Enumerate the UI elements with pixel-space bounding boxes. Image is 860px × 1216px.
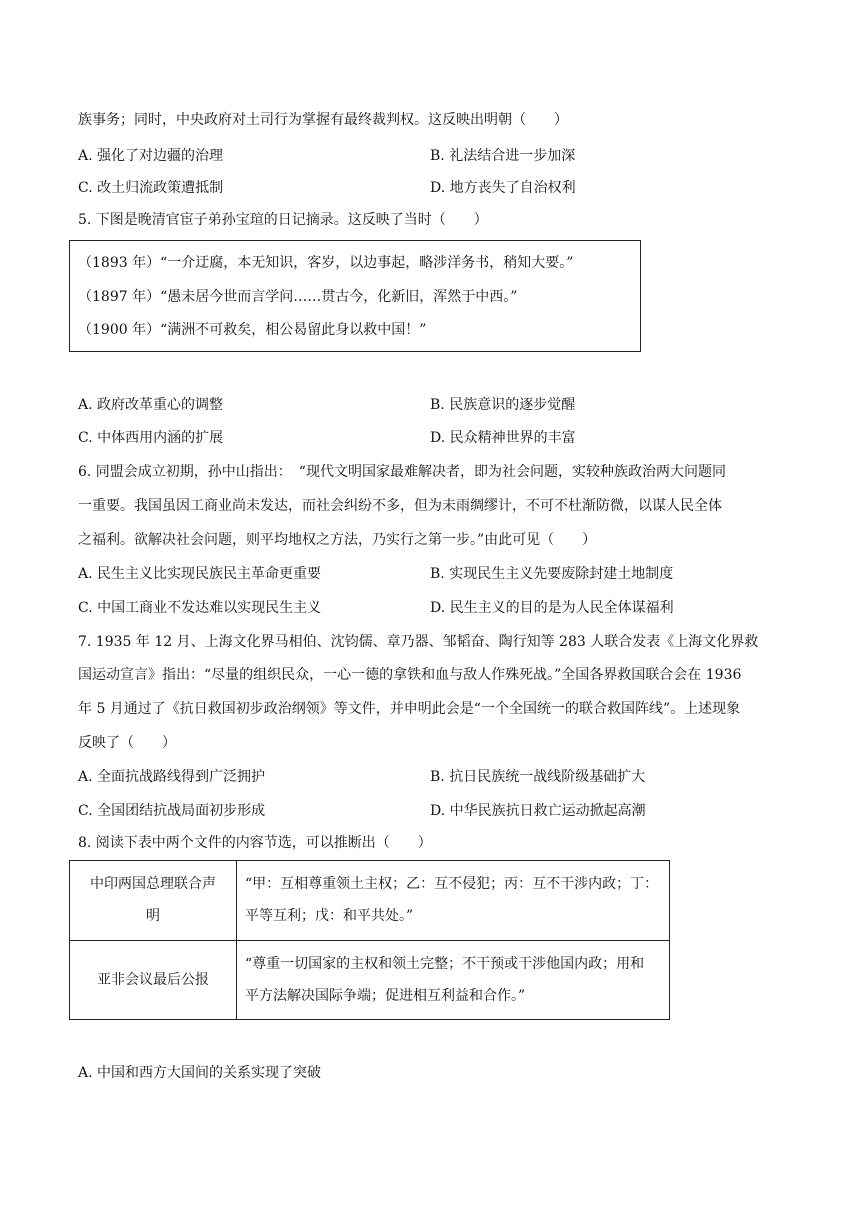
document-content-line: 平方法解决国际争端；促进相互利益和合作。”: [245, 987, 526, 1004]
q7-stem-line: 国运动宣言》指出：“尽量的组织民众，一心一德的拿铁和血与敌人作殊死战。”全国各界救国联合会在 1936: [78, 667, 742, 683]
q5-option-a[interactable]: A. 政府改革重心的调整: [78, 397, 224, 413]
diary-entry-1900: （1900 年）“满洲不可救矣，相公曷留此身以救中国！”: [78, 322, 427, 338]
q5-option-d[interactable]: D. 民众精神世界的丰富: [430, 430, 576, 446]
q5-option-c[interactable]: C. 中体西用内涵的扩展: [78, 430, 224, 446]
document-name-cell: [70, 861, 237, 941]
q8-option-a[interactable]: A. 中国和西方大国间的关系实现了突破: [78, 1065, 322, 1081]
document-content-cell: [237, 940, 670, 1020]
document-name-cell: [70, 940, 237, 1020]
document-name-line: 中印两国总理联合声: [90, 876, 216, 893]
document-content-line: 平等互利；戊：和平共处。”: [245, 908, 414, 925]
q4-option-d[interactable]: D. 地方丧失了自治权利: [430, 180, 576, 196]
document-content-cell: [237, 861, 670, 941]
diary-entry-1897: （1897 年）“愚未居今世而言学问……贯古今，化新旧，浑然于中西。”: [78, 289, 518, 305]
document-name-line: 亚非会议最后公报: [97, 971, 209, 988]
table-row: [70, 861, 670, 941]
q4-stem-tail: 族事务；同时，中央政府对土司行为掌握有最终裁判权。这反映出明朝（ ）: [78, 112, 568, 128]
q7-stem-line: 反映了（ ）: [78, 735, 176, 751]
q4-option-b[interactable]: B. 礼法结合进一步加深: [430, 148, 576, 164]
q5-stem: 5. 下图是晚清官宦子弟孙宝瑄的日记摘录。这反映了当时（ ）: [78, 212, 488, 228]
q7-option-b[interactable]: B. 抗日民族统一战线阶级基础扩大: [430, 769, 646, 785]
q6-option-b[interactable]: B. 实现民生主义先要废除封建土地制度: [430, 566, 674, 582]
q6-option-a[interactable]: A. 民生主义比实现民族民主革命更重要: [78, 566, 322, 582]
q6-stem-line: 之福利。欲解决社会问题，则平均地权之方法，乃实行之第一步。”由此可见（ ）: [78, 532, 597, 548]
q5-diary-box: [69, 240, 641, 352]
document-name-line: 明: [146, 908, 160, 925]
q6-option-d[interactable]: D. 民生主义的目的是为人民全体谋福利: [430, 600, 674, 616]
q7-stem-line: 7. 1935 年 12 月、上海文化界马相伯、沈钧儒、章乃器、邹韬奋、陶行知等 283 人联合发表《上海文化界救: [78, 634, 759, 650]
q7-option-d[interactable]: D. 中华民族抗日救亡运动掀起高潮: [430, 803, 646, 819]
q5-option-b[interactable]: B. 民族意识的逐步觉醒: [430, 397, 576, 413]
q4-option-c[interactable]: C. 改土归流政策遭抵制: [78, 180, 224, 196]
document-content-line: “甲：互相尊重领土主权；乙：互不侵犯；丙：互不干涉内政；丁：: [245, 876, 659, 893]
q6-stem-line: 6. 同盟会成立初期，孙中山指出： “现代文明国家最难解决者，即为社会问题，实较种族政治两大问题同: [78, 464, 726, 480]
q7-stem-line: 年 5 月通过了《抗日救国初步政治纲领》等文件，并申明此会是“一个全国统一的联合救国阵线”。上述现象: [78, 701, 741, 717]
q8-stem: 8. 阅读下表中两个文件的内容节选，可以推断出（ ）: [78, 835, 432, 851]
q8-documents-table: [69, 860, 670, 1020]
q4-option-a[interactable]: A. 强化了对边疆的治理: [78, 148, 224, 164]
q6-stem-line: 一重要。我国虽因工商业尚未发达，而社会纠纷不多，但为未雨绸缪计，不可不杜渐防微，以谋人民全体: [78, 498, 722, 514]
document-content-line: “尊重一切国家的主权和领土完整；不干预或干涉他国内政；用和: [245, 955, 645, 972]
q7-option-c[interactable]: C. 全国团结抗战局面初步形成: [78, 803, 266, 819]
q6-option-c[interactable]: C. 中国工商业不发达难以实现民生主义: [78, 600, 322, 616]
table-row: [70, 940, 670, 1020]
diary-entry-1893: （1893 年）“一介迂腐，本无知识，客岁，以边事起，略涉洋务书，稍知大要。”: [78, 255, 574, 271]
q7-option-a[interactable]: A. 全面抗战路线得到广泛拥护: [78, 769, 266, 785]
